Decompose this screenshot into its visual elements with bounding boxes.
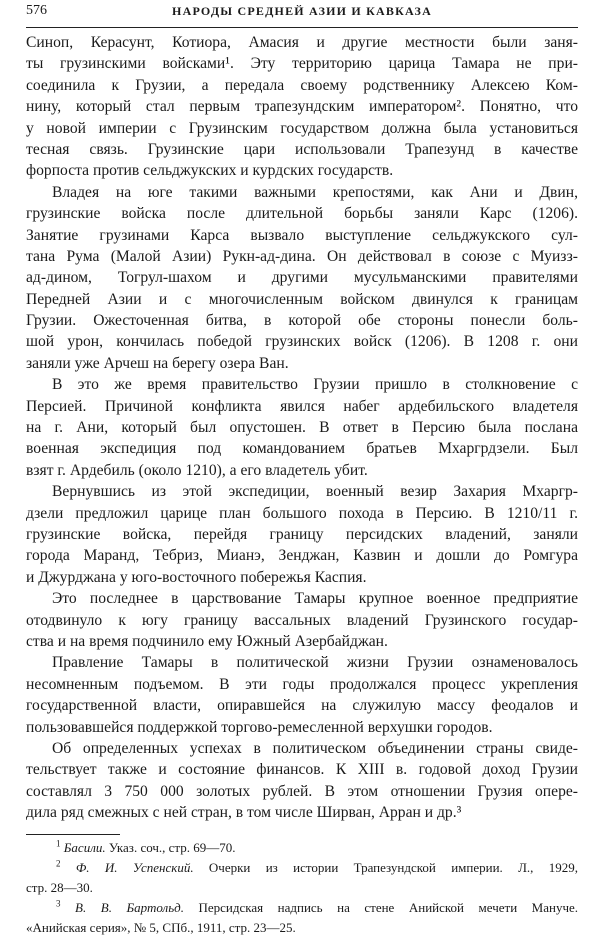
footnote-line: стр. 28—30. — [26, 880, 93, 895]
text-line: дила ряд смежных с ней стран, в том числе Ширван, Арран и др.³ — [26, 804, 462, 822]
main-text — [26, 32, 578, 823]
paragraph — [26, 182, 578, 375]
text-line: Синоп, Керасунт, Котиора, Амасия и другие местности были заня- — [26, 34, 578, 51]
text-line: государственной власти, опиравшейся на служилую массу феодалов и — [26, 697, 578, 715]
text-line: несомненным подъемом. В эти годы продолжался процесс укрепления — [26, 675, 578, 693]
text-line: военная экспедиция под командованием братьев Мхаргрдзели. Был — [26, 440, 578, 458]
text-line: взят г. Ардебиль (около 1210), а его владетель убит. — [26, 461, 368, 479]
text-line: Владея на юге такими важными крепостями, как Ани и Двин, — [52, 183, 578, 201]
text-line: шой урон, кончилась победой грузинских войск (1206). В 1208 г. они — [26, 333, 578, 351]
text-line: Правление Тамары в политической жизни Грузии ознаменовалось — [52, 654, 578, 672]
paragraph — [26, 481, 578, 588]
footnote-number: 3 — [56, 898, 61, 909]
text-line: соединила к Грузии, а передала своему родственнику Алексею Ком- — [26, 76, 578, 94]
paragraph — [26, 374, 578, 481]
footnote-text: Очерки из истории Трапезундской империи. Л., 1929, — [208, 860, 579, 875]
footnote-line — [26, 858, 578, 878]
footnote — [26, 838, 578, 858]
text-line: Персией. Причиной конфликта явился набег ардебильского владетеля — [26, 397, 578, 415]
text-line: заняли уже Арчеш на берегу озера Ван. — [26, 354, 289, 372]
text-line: и Джурджана у юго-восточного побережья Каспия. — [26, 568, 367, 586]
text-line: составлял 3 750 000 золотых рублей. В этом отношении Грузия опере- — [26, 782, 578, 800]
text-line: ства и на время подчинило ему Южный Азербайджан. — [26, 632, 388, 650]
footnote-line: «Анийская серия», № 5, СПб., 1911, стр. 23—25. — [26, 920, 296, 935]
paragraph — [26, 738, 578, 824]
text-line: города Маранд, Тебриз, Мианэ, Зенджан, Казвин и дошли до Ромгура — [26, 547, 578, 565]
footnote — [26, 858, 578, 898]
paragraph — [26, 588, 578, 652]
footnote-line — [26, 898, 578, 918]
text-line: нину, который стал первым трапезундским императором². Понятно, что — [26, 98, 578, 116]
text-line: форпоста против сельджукских и курдских государств. — [26, 162, 394, 180]
header-rule — [26, 27, 578, 28]
footnote-text: Указ. соч., стр. 69—70. — [108, 840, 236, 855]
text-line: Передней Азии и с многочисленным войском двинулся к границам — [26, 290, 578, 308]
text-line: Грузии. Ожесточенная битва, в которой обе стороны понесли боль- — [26, 312, 578, 330]
text-line: на г. Ани, который был опустошен. В ответ в Персию была послана — [26, 419, 578, 437]
footnote-author: Ф. И. Успенский. — [75, 860, 194, 875]
text-line: Об определенных успехах в политическом объединении страны свиде- — [52, 739, 578, 757]
footnote — [26, 898, 578, 938]
text-line: Вернувшись из этой экспедиции, военный везир Захария Мхаргр- — [52, 483, 578, 501]
footnote-text: Персидская надпись на стене Анийской мечети Мануче. — [198, 900, 579, 915]
footnote-line — [26, 838, 578, 858]
text-line: В это же время правительство Грузии пришло в столкновение с — [52, 376, 578, 394]
text-line: Это последнее в царствование Тамары крупное военное предприятие — [52, 590, 578, 608]
text-line: Занятие грузинами Карса вызвало выступление сельджукского сул- — [26, 226, 578, 244]
text-line: тесная связь. Грузинские цари использовали Трапезунд в качестве — [26, 140, 578, 158]
text-line: грузинские войска после длительной борьбы заняли Карс (1206). — [26, 205, 578, 223]
paragraph — [26, 652, 578, 738]
footnote-rule — [26, 834, 120, 835]
text-line: ты грузинскими войсками¹. Эту территорию царица Тамара не при- — [26, 55, 578, 73]
footnotes — [26, 838, 578, 938]
running-title: НАРОДЫ СРЕДНЕЙ АЗИИ И КАВКАЗА — [172, 4, 432, 18]
text-line: ад-дином, Тогрул-шахом и другими мусульманскими правителями — [26, 269, 578, 287]
footnote-author: Басили. — [63, 840, 106, 855]
text-line: пользовавшейся поддержкой торгово-ремесленной верхушки городов. — [26, 718, 493, 736]
text-line: у новой империи с Грузинским государством должна была установиться — [26, 119, 578, 137]
text-line: дзели предложил царице план большого похода в Персию. В 1210/11 г. — [26, 504, 578, 522]
page-header — [26, 3, 578, 25]
footnote-number: 2 — [56, 858, 61, 869]
text-line: грузинские войска, перейдя границу персидских владений, заняли — [26, 525, 578, 543]
paragraph — [26, 32, 578, 182]
text-line: тана Рума (Малой Азии) Рукн-ад-дина. Он действовал в союзе с Муизз- — [26, 247, 578, 265]
text-line: отодвинуло к югу границу вассальных владений Грузинского государ- — [26, 611, 578, 629]
footnote-author: В. В. Бартольд. — [75, 900, 184, 915]
text-line: тельствует также и состояние финансов. К XIII в. годовой доход Грузии — [26, 761, 578, 779]
page-number: 576 — [26, 3, 47, 18]
footnote-number: 1 — [56, 838, 61, 849]
